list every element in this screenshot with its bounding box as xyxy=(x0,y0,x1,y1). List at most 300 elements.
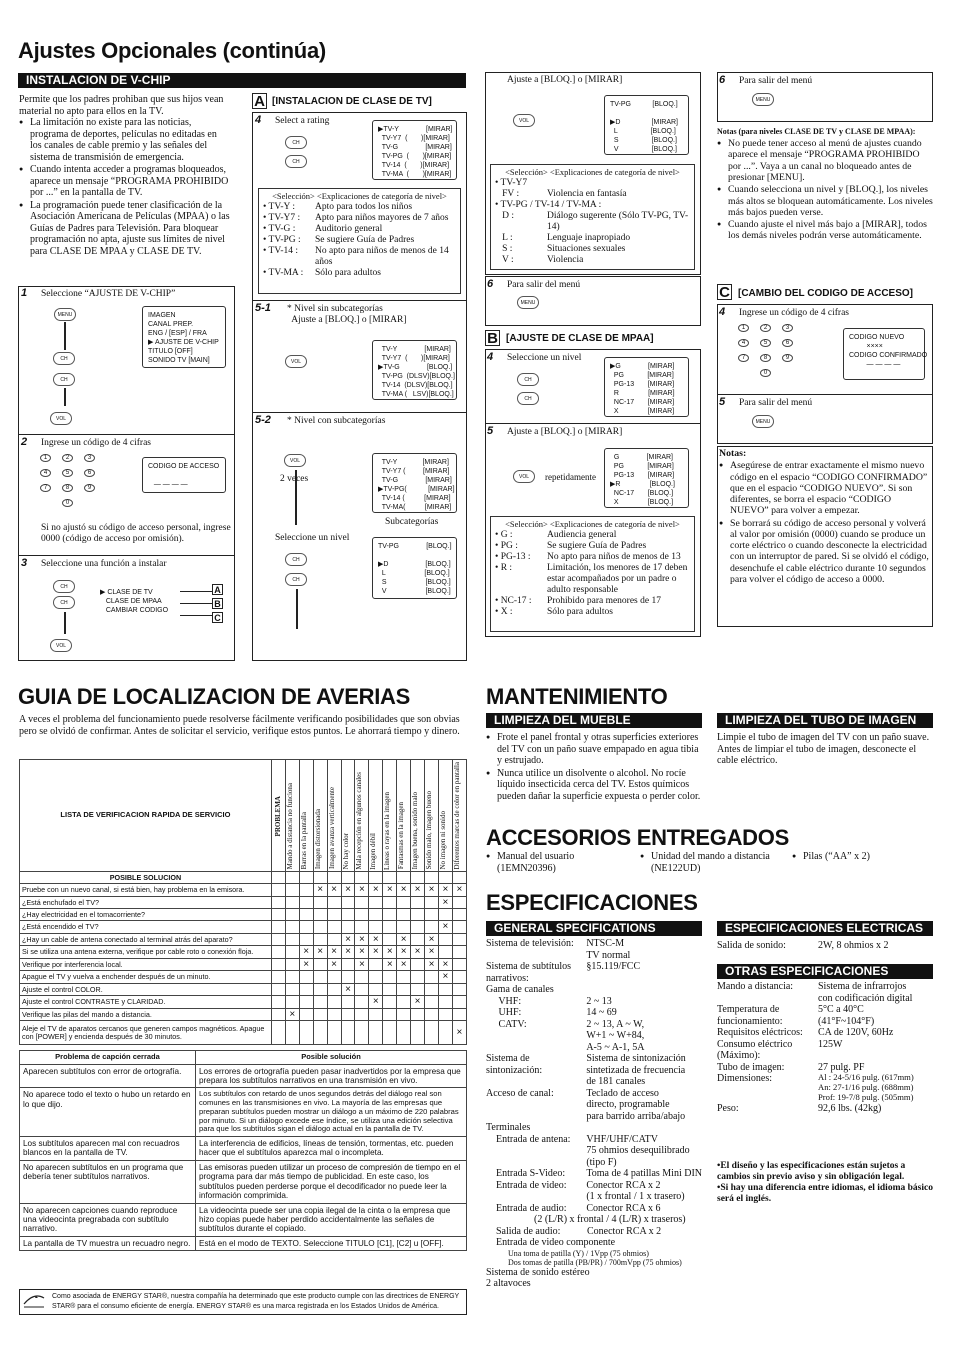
caption-solution: Los subtítulos con retardo de unos segundos detrás del diálogo real son comunes en las transmisiones en vivo. La mayoría de las empresas que preparan subtítulos pueden mostrar un diálogo a un máximo de 220 palabras por minuto. Si un diálogo excede ese índice, se utiliza una edición selectiva para que los subtítulos sigan el diálogo actual en la pantalla de TV. xyxy=(196,1088,467,1137)
check-mark: × xyxy=(341,933,355,946)
spec-value: Toma de 4 patillas Mini DIN xyxy=(586,1168,702,1179)
caption-problem: Aparecen subtítulos con error de ortografía. xyxy=(20,1064,196,1088)
general-specs xyxy=(486,938,702,1290)
check-mark xyxy=(438,1021,452,1045)
rating-code: • TV-PG : xyxy=(263,235,301,245)
selection-row xyxy=(263,268,456,279)
check-mark xyxy=(327,971,341,984)
rating-desc: Prohibido para menores de 17 xyxy=(547,596,661,606)
check-mark xyxy=(341,971,355,984)
check-mark: × xyxy=(397,946,411,959)
check-mark xyxy=(452,983,466,996)
check-mark xyxy=(299,983,313,996)
rating-code: • PG-13 : xyxy=(495,552,531,562)
ch-down-button-icon[interactable]: CH xyxy=(285,155,307,168)
keypad-key-icon[interactable]: 8 xyxy=(62,484,73,492)
check-mark xyxy=(369,958,383,971)
ch-down-button-icon[interactable]: CH xyxy=(517,392,539,405)
rating-code: FV : xyxy=(495,189,520,199)
check-mark xyxy=(285,983,299,996)
check-mark xyxy=(285,921,299,934)
keypad-key-icon[interactable]: 2 xyxy=(62,454,73,462)
check-mark: × xyxy=(425,884,439,897)
check-mark xyxy=(341,1008,355,1021)
check-mark xyxy=(411,971,425,984)
section-a-title: [INSTALACION DE CLASE DE TV] xyxy=(272,96,432,107)
vol-button-icon[interactable]: VOL xyxy=(50,639,72,652)
energy-star-logo-icon xyxy=(22,1292,46,1310)
ch-up-button-icon[interactable]: CH xyxy=(53,352,75,365)
check-mark xyxy=(299,884,313,897)
keypad-key-icon[interactable]: 4 xyxy=(40,469,51,477)
selection-header: <Selección> <Explicaciones de categoría de nivel> xyxy=(505,519,680,529)
caption-solution: Está en el modo de TEXTO. Seleccione TITULO [C1], [C2] u [OFF]. xyxy=(196,1236,467,1250)
spec-value: 27 pulg. PF xyxy=(818,1061,865,1073)
col4-notes2 xyxy=(719,448,930,586)
check-mark xyxy=(313,958,327,971)
check-mark xyxy=(438,946,452,959)
caption-problem: No aparece todo el texto o hubo un retardo en lo que dijo. xyxy=(20,1088,196,1137)
check-mark: × xyxy=(369,933,383,946)
check-mark: × xyxy=(355,946,369,959)
vol-button-icon[interactable]: VOL xyxy=(50,412,72,425)
vchip-bullet: ● La programación puede tener clasificación de la Asociación Americana de Películas (MPAA) o las Guías de Padres para Televisión. Para bloquear programación no apta, ajuste sus límites de nivel para CLASE DE MPAA y CLASE DE TV. xyxy=(19,200,231,258)
checklist-row xyxy=(20,996,467,1009)
keypad-key-icon[interactable]: 9 xyxy=(782,354,793,362)
check-mark xyxy=(383,983,397,996)
check-mark: × xyxy=(341,983,355,996)
closed-caption-table xyxy=(19,1050,467,1251)
function-select-screen: ▶ CLASE DE TV CLASE DE MPAA CAMBIAR CODIGO xyxy=(95,584,210,618)
check-mark xyxy=(425,1021,439,1045)
keypad-key-icon[interactable]: 1 xyxy=(40,454,51,462)
mueble-block xyxy=(486,732,702,803)
spec-value: NTSC-M TV normal xyxy=(586,938,631,961)
problem-column xyxy=(383,760,397,872)
caption-problem: No aparecen capciones cuando reproduce una videocinta pregrabada con subtítulo narrativo. xyxy=(20,1203,196,1236)
subcategorias-label: Subcategorías xyxy=(385,517,439,527)
caption-row xyxy=(20,1064,467,1088)
keypad-key-icon[interactable]: 0 xyxy=(760,369,771,377)
spec-label: Mando a distancia: xyxy=(717,981,794,992)
energy-star-text: Como asociada de ENERGY STAR®, nuestra compañía ha determinado que este producto cumple con las directrices de ENERGY STAR® para el consumo eficiente de energía. ENERGY STAR® es una marca registrada en los Estados Unidos de América. xyxy=(52,1293,460,1310)
ch-up-button-icon[interactable]: CH xyxy=(53,580,75,593)
rating-code: • PG : xyxy=(495,541,518,551)
spec-label: Terminales xyxy=(486,1122,531,1133)
component-y: Una toma de patilla (Y) / 1Vpp (75 ohmios) xyxy=(508,1248,649,1258)
check-mark xyxy=(369,983,383,996)
problem-label: Diferentes marcas de color en pantalla xyxy=(452,762,461,870)
menu-button-icon[interactable]: MENU xyxy=(517,296,539,309)
rating-desc: Sólo para adultos xyxy=(315,268,381,278)
note-item: ● No puede tener acceso al menú de ajustes cuando aparece el mensaje “PROGRAMA PROHIBIDO por ...”. Vaya a un canal no bloqueado antes de presionar [MENU]. xyxy=(717,138,933,183)
solution-text: Apague el TV y vuelva a enchender después de un minuto. xyxy=(20,971,272,984)
mueble-bullet: ● Frote el panel frontal y otras superficies exteriores del TV con un paño suave empapado en agua tibia y estrujado. xyxy=(486,732,702,767)
checklist-row xyxy=(20,1008,467,1021)
step-b5-num: 5 xyxy=(487,425,494,437)
ch-up-button-icon[interactable]: CH xyxy=(285,136,307,149)
rating-desc: Se sugiere Guía de Padres xyxy=(547,541,647,551)
check-mark xyxy=(285,971,299,984)
spec-label: Gama de canales xyxy=(486,984,554,995)
check-mark: × xyxy=(438,971,452,984)
spec-label: Sistema de televisión: xyxy=(486,938,574,949)
check-mark xyxy=(341,909,355,921)
check-mark: × xyxy=(285,1008,299,1021)
check-mark xyxy=(452,971,466,984)
spec-row xyxy=(717,1039,933,1062)
check-mark xyxy=(327,896,341,909)
check-mark xyxy=(425,971,439,984)
rating-code: • TV-14 : xyxy=(263,246,298,256)
spec-row xyxy=(486,1019,702,1054)
menu-button-icon[interactable]: MENU xyxy=(752,415,774,428)
vchip-bullets xyxy=(19,117,231,257)
vol-button-icon[interactable]: VOL xyxy=(513,470,535,483)
solution-header: POSIBLE SOLUCION xyxy=(20,872,272,884)
caption-problem: No aparecen subtítulos en un programa que debería tener subtítulos narrativos. xyxy=(20,1160,196,1203)
solution-text: ¿Hay un cable de antena conectado al terminal atrás del aparato? xyxy=(20,933,272,946)
check-mark xyxy=(383,1021,397,1045)
spec-row xyxy=(717,981,933,1004)
rating-desc: No apto para niños de menos de 14 años xyxy=(315,246,449,267)
check-mark: × xyxy=(341,946,355,959)
check-mark xyxy=(383,933,397,946)
acc-item-2: ● Unidad del mando a distancia (NE122UD) xyxy=(640,851,780,875)
checklist-title: LISTA DE VERIFICACION RAPIDA DE SERVICIO xyxy=(20,760,272,872)
spec-row xyxy=(486,1053,702,1088)
spec-value: 125W xyxy=(818,1038,843,1050)
problem-column xyxy=(452,760,466,872)
check-mark xyxy=(341,896,355,909)
service-checklist xyxy=(19,759,467,1045)
check-mark xyxy=(355,996,369,1009)
subcat-block-screen: TV-PG [BLOQ.] ▶D [MIRAR] L [BLOQ.] S [BLOQ.] V [BLOQ.] xyxy=(604,95,689,155)
check-mark xyxy=(411,921,425,934)
rating-code: • TV-Y7 xyxy=(495,178,528,188)
spec-value: Al : 24-5/16 pulg. (617mm) An: 27-1/16 pulg. (688mm) Prof: 19-7/8 pulg. (505mm) xyxy=(818,1072,914,1102)
check-mark: × xyxy=(327,958,341,971)
vchip-menu-screen: IMAGEN CANAL PREP. ENG / [ESP] / FRA ▶ AJUSTE DE V-CHIP TITULO [OFF] SONIDO TV [MAIN] xyxy=(142,306,226,368)
caption-problem: Los subtítulos aparecen mal con recuadros blancos en la pantalla de TV. xyxy=(20,1137,196,1161)
check-mark xyxy=(299,996,313,1009)
check-mark xyxy=(285,1021,299,1045)
check-mark xyxy=(397,971,411,984)
selection-header: <Selección> <Explicaciones de categoría de nivel> xyxy=(505,167,680,177)
solution-text: ¿Hay electricidad en el tomacorriente? xyxy=(20,909,272,921)
check-mark xyxy=(313,971,327,984)
caption-problem: La pantalla de TV muestra un recuadro negro. xyxy=(20,1236,196,1250)
check-mark: × xyxy=(369,996,383,1009)
check-mark: × xyxy=(369,884,383,897)
repeat-label: repetidamente xyxy=(545,472,596,482)
component-pbpr: Dos tomas de patilla (PB/PR) / 700mVpp (75 ohmios) xyxy=(508,1257,682,1267)
note-item: ● Se borrará su código de acceso personal y volverá al valor por omisión (0000) cuando se produce un corte eléctrico o cuando desconecte la electricidad con un interruptor de pared. Si se olvidó el código, desenchufe el cable eléctrico durante 10 segundos para volver el código de acceso a 0000. xyxy=(719,518,930,586)
check-mark xyxy=(397,996,411,1009)
solution-text: ¿Está enchufado el TV? xyxy=(20,896,272,909)
caption-header-solution: Posible solución xyxy=(196,1051,467,1065)
selection-row xyxy=(495,596,690,607)
selection-row xyxy=(495,530,690,541)
keypad-key-icon[interactable]: 3 xyxy=(84,454,95,462)
vol-button-icon[interactable]: VOL xyxy=(513,114,535,127)
rating-code: • TV-Y : xyxy=(263,202,296,212)
check-mark xyxy=(397,896,411,909)
rating-code: D : xyxy=(495,211,514,221)
check-mark xyxy=(369,1021,383,1045)
check-mark xyxy=(313,933,327,946)
solution-text: ¿Está encendido el TV? xyxy=(20,921,272,934)
solution-text: Aleje el TV de aparatos cercanos que generen campos magnéticos. Apague con [POWER] y encienda después de 30 minutos. xyxy=(20,1021,272,1045)
check-mark xyxy=(411,909,425,921)
spec-row xyxy=(717,1004,933,1027)
check-mark xyxy=(438,933,452,946)
problem-column xyxy=(438,760,452,872)
check-mark xyxy=(327,1008,341,1021)
problem-column xyxy=(369,760,383,872)
check-mark xyxy=(397,909,411,921)
spec-value: Teclado de acceso directo, programable para barrido arriba/abajo xyxy=(586,1087,686,1122)
problem-label: Sonido malo, imagen bueno xyxy=(425,790,434,870)
vol-button-icon[interactable]: VOL xyxy=(285,355,307,368)
check-mark: × xyxy=(355,933,369,946)
vol-button-icon[interactable]: VOL xyxy=(284,454,306,467)
checklist-row xyxy=(20,971,467,984)
check-mark xyxy=(285,958,299,971)
spec-value: Sistema de infrarrojos con codificación digital xyxy=(818,981,913,1004)
step-3-num: 3 xyxy=(21,557,28,569)
menu-button-icon[interactable]: MENU xyxy=(54,308,76,321)
spec-row xyxy=(486,1168,702,1180)
check-mark: × xyxy=(411,996,425,1009)
rating-desc: Apto para niños mayores de 7 años xyxy=(315,213,449,223)
selection-row xyxy=(495,255,690,266)
spec-label: Entrada de audio: xyxy=(486,1202,567,1214)
ch-down-button-icon[interactable]: CH xyxy=(285,573,307,586)
new-code-screen: CODIGO NUEVO ×××× CODIGO CONFIRMADO — — — — xyxy=(843,328,925,380)
spec-value: 14 ~ 69 xyxy=(586,1007,617,1018)
spec-row xyxy=(717,940,933,952)
checklist-row xyxy=(20,1021,467,1045)
check-mark xyxy=(299,1008,313,1021)
spec-row xyxy=(717,1073,933,1103)
check-mark: × xyxy=(327,946,341,959)
check-mark xyxy=(425,909,439,921)
check-mark xyxy=(411,933,425,946)
spec-label: Tubo de imagen: xyxy=(717,1061,785,1073)
keypad-key-icon[interactable]: 0 xyxy=(62,499,73,507)
rating-code: • TV-Y7 : xyxy=(263,213,301,223)
keypad-key-icon[interactable]: 5 xyxy=(760,339,771,347)
check-mark xyxy=(341,996,355,1009)
label-a: A xyxy=(212,584,223,595)
check-mark: × xyxy=(355,958,369,971)
check-mark xyxy=(299,909,313,921)
access-code-screen: CODIGO DE ACCESO — — — — xyxy=(142,457,226,493)
tv-rating-sub-screen: TV-Y [MIRAR] TV-Y7 ( [MIRAR] TV-G [MIRAR] ▶TV-PG( [MIRAR] TV-14 ( [MIRAR] TV-MA( [MIRAR] xyxy=(372,453,457,513)
other-specs xyxy=(717,981,933,1114)
notes-title: Notas (para niveles CLASE DE TV y CLASE DE MPAA): xyxy=(717,127,916,136)
check-mark xyxy=(383,896,397,909)
problem-label: Fantasmas en la imagen xyxy=(397,802,406,870)
problem-column xyxy=(327,760,341,872)
selection-row xyxy=(495,607,690,618)
spec-label: Temperatura de funcionamiento: xyxy=(717,1004,783,1027)
selection-row xyxy=(495,244,690,255)
rating-desc: Diálogo sugerente (Sólo TV-PG, TV-14) xyxy=(547,211,689,232)
mpaa-explanations xyxy=(490,516,695,632)
spec-label: Peso: xyxy=(717,1102,739,1114)
spec-row xyxy=(717,1103,933,1115)
keypad-key-icon[interactable]: 7 xyxy=(40,484,51,492)
selection-row xyxy=(263,246,456,268)
check-mark xyxy=(369,909,383,921)
tv-rating-nosub-screen: TV-Y [MIRAR] TV-Y7 ( )[MIRAR] ▶TV-G [BLOQ.] TV-PG (DLSV)[BLOQ.] TV-14 (DLSV)[BLOQ.] TV-MA ( LSV)[BLOQ.] xyxy=(372,340,457,400)
acc-item-1: ● Manual del usuario (1EMN20396) xyxy=(486,851,626,875)
rating-code: L : xyxy=(495,233,513,243)
spec-label: Sistema de sintonización: xyxy=(486,1053,543,1076)
problem-label: No imagen ni sonido xyxy=(438,810,447,870)
rating-code: • G : xyxy=(495,530,513,540)
problem-column xyxy=(313,760,327,872)
problem-label: No hay color xyxy=(341,832,350,870)
caption-solution: Las emisoras pueden utilizar un proceso de compresión de tiempo en el programa para dar más tiempo de publicidad. En este caso, los subtítulos pueden perderse porque el decodificador no puede leer la información comprimida. xyxy=(196,1160,467,1203)
check-mark xyxy=(313,896,327,909)
selection-row xyxy=(263,224,456,235)
check-mark xyxy=(313,1008,327,1021)
keypad-key-icon[interactable]: 9 xyxy=(84,484,95,492)
section-c-title: [CAMBIO DEL CODIGO DE ACCESO] xyxy=(738,288,914,299)
step-1-num: 1 xyxy=(21,287,28,299)
spec-label: Salida de sonido: xyxy=(717,940,786,951)
check-mark: × xyxy=(397,958,411,971)
checklist-row xyxy=(20,933,467,946)
check-mark xyxy=(299,896,313,909)
caption-row xyxy=(20,1236,467,1250)
tubo-bar: LIMPIEZA DEL TUBO DE IMAGEN xyxy=(717,713,933,728)
check-mark xyxy=(299,921,313,934)
caption-solution: Los errores de ortografía pueden pasar inadvertidos por la empresa que prepara los subtítulos narrativos en una transmisión en vivo. xyxy=(196,1064,467,1088)
menu-button-icon[interactable]: MENU xyxy=(752,93,774,106)
step-b5-text: Ajuste a [BLOQ.] o [MIRAR] xyxy=(507,427,623,437)
check-mark xyxy=(313,996,327,1009)
subcategory-screen: TV-PG [BLOQ.] ▶D [BLOQ.] L [BLOQ.] S [BLOQ.] V [BLOQ.] xyxy=(372,537,457,599)
check-mark: × xyxy=(383,884,397,897)
step-c4-text: Ingrese un código de 4 cifras xyxy=(739,308,850,318)
ch-up-button-icon[interactable]: CH xyxy=(517,373,539,386)
keypad-key-icon[interactable]: 5 xyxy=(62,469,73,477)
check-mark xyxy=(369,921,383,934)
check-mark xyxy=(383,1008,397,1021)
mueble-bar: LIMPIEZA DEL MUEBLE xyxy=(486,713,702,728)
ch-up-button-icon[interactable]: CH xyxy=(285,553,307,566)
vchip-bullet: ● La limitación no existe para las noticias, programa de deportes, películas no editadas en los canales de cable premio y las señales del sistema de transmisión de emergencia. xyxy=(19,117,231,163)
check-mark xyxy=(327,909,341,921)
step-b4-text: Seleccione un nivel xyxy=(507,353,582,363)
step-c5-text: Para salir del menú xyxy=(739,398,813,408)
selection-row xyxy=(263,235,456,246)
check-mark: × xyxy=(355,884,369,897)
problem-column xyxy=(355,760,369,872)
problem-column xyxy=(285,760,299,872)
check-mark xyxy=(411,983,425,996)
other-spec-bar: OTRAS ESPECIFICACIONES xyxy=(717,964,933,979)
selection-row xyxy=(495,178,690,189)
check-mark: × xyxy=(452,1021,466,1045)
check-mark xyxy=(425,983,439,996)
solution-text: Ajuste el control CONTRASTE y CLARIDAD. xyxy=(20,996,272,1009)
problem-column xyxy=(341,760,355,872)
checklist-row xyxy=(20,884,467,897)
check-mark xyxy=(313,921,327,934)
check-mark: × xyxy=(411,884,425,897)
spec-row xyxy=(486,1007,702,1019)
keypad-key-icon[interactable]: 7 xyxy=(738,354,749,362)
keypad-key-icon[interactable]: 4 xyxy=(738,339,749,347)
spec-row xyxy=(486,1088,702,1123)
keypad-key-icon[interactable]: 6 xyxy=(782,339,793,347)
check-mark xyxy=(327,983,341,996)
keypad-icon[interactable] xyxy=(738,324,798,384)
check-mark xyxy=(452,946,466,959)
checklist-row xyxy=(20,983,467,996)
check-mark xyxy=(369,971,383,984)
keypad-key-icon[interactable]: 3 xyxy=(782,324,793,332)
spec-label: CATV: xyxy=(486,1018,527,1030)
check-mark: × xyxy=(327,884,341,897)
rating-desc: Violencia en fantasía xyxy=(547,189,627,199)
keypad-key-icon[interactable]: 2 xyxy=(760,324,771,332)
stereo-system: Sistema de sonido estéreo 2 altavoces xyxy=(486,1266,590,1290)
check-mark xyxy=(285,896,299,909)
ch-down-button-icon[interactable]: CH xyxy=(53,596,75,609)
spec-footnotes xyxy=(717,1161,933,1205)
spec-label: Entrada de video: xyxy=(486,1179,567,1191)
spec-value: Conector RCA x 2 (1 x frontal / 1 x trasero) xyxy=(586,1179,685,1202)
keypad-icon[interactable] xyxy=(40,454,100,514)
selection-row xyxy=(495,233,690,244)
check-mark: × xyxy=(411,946,425,959)
check-mark: × xyxy=(299,958,313,971)
section-b-title: [AJUSTE DE CLASE DE MPAA] xyxy=(506,333,654,344)
problem-label: Mala recepción en algunos canales xyxy=(355,771,364,870)
keypad-key-icon[interactable]: 6 xyxy=(84,469,95,477)
problem-label: Mando a distancia no funciona xyxy=(285,783,294,870)
keypad-key-icon[interactable]: 1 xyxy=(738,324,749,332)
spec-value xyxy=(586,984,702,996)
audio-input-detail: (2 (L/R) x frontal / 4 (L/R) x traseros) xyxy=(534,1214,686,1225)
check-mark xyxy=(327,1021,341,1045)
spec-row xyxy=(486,1122,702,1134)
check-mark: × xyxy=(425,946,439,959)
solution-text: Si se utiliza una antena externa, verifique por cable roto o conexión floja. xyxy=(20,946,272,959)
check-mark xyxy=(355,896,369,909)
check-mark xyxy=(369,1008,383,1021)
selection-row xyxy=(495,200,690,211)
spec-label: Dimensiones: xyxy=(717,1073,772,1084)
tv-rating-explanations xyxy=(258,188,461,294)
check-mark: × xyxy=(313,884,327,897)
vchip-bullet: ● Cuando intenta acceder a programas bloqueados, aparece un mensaje “PROGRAMA PROHIBIDO por ...” en la pantalla de TV. xyxy=(19,164,231,199)
step-a4-num: 4 xyxy=(255,114,262,126)
tubo-text: Limpie el tubo de imagen del TV con un paño suave. Antes de limpiar el tubo de imagen, desconecte el cable eléctrico. xyxy=(717,732,930,766)
keypad-key-icon[interactable]: 8 xyxy=(760,354,771,362)
spec-value xyxy=(586,1122,702,1134)
step-c6-text: Para salir del menú xyxy=(739,76,813,86)
col4-notes xyxy=(717,127,933,243)
ch-down-button-icon[interactable]: CH xyxy=(53,373,75,386)
spec-row xyxy=(486,1180,702,1203)
